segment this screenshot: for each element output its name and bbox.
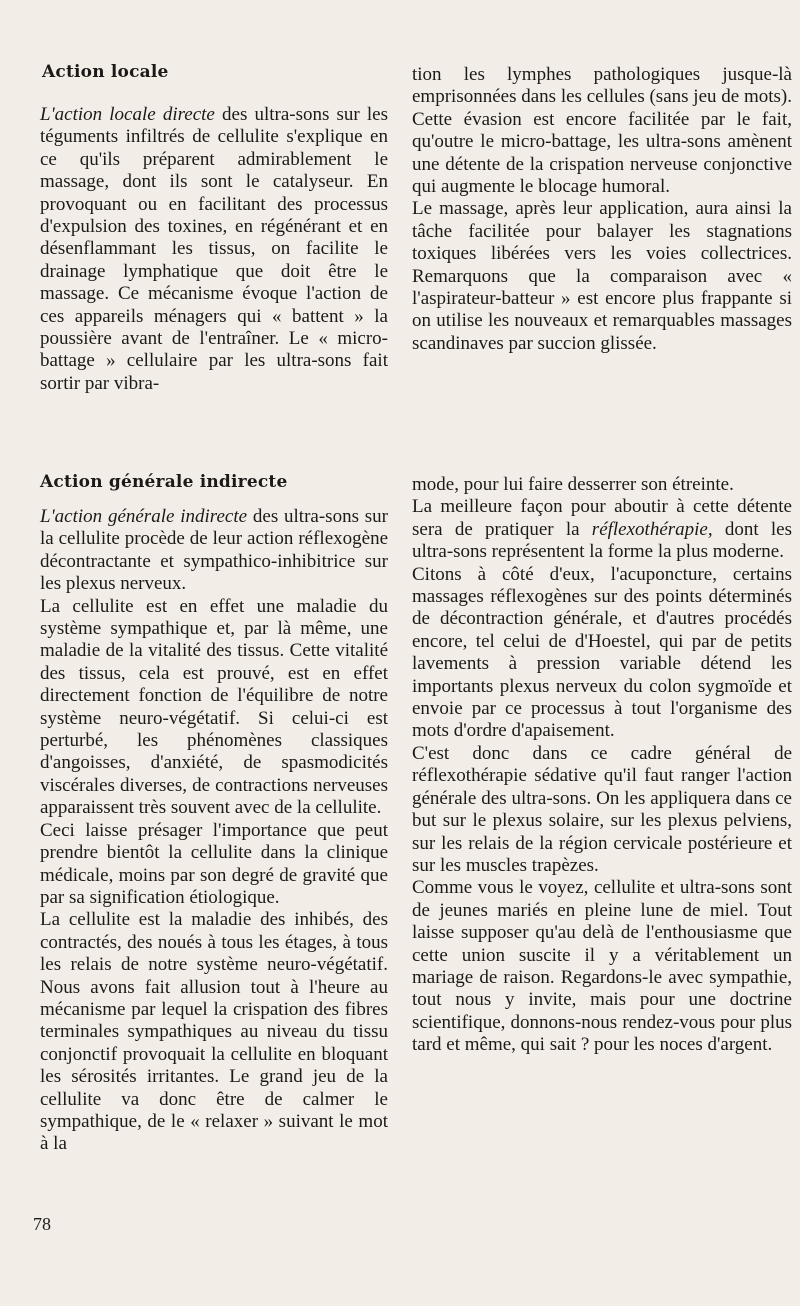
- paragraph: Le massage, après leur application, aura ainsi la tâche facilitée pour balayer les stagnations toxiques libérées vers les voies collectrices. Remarquons que la comparaison avec « l'aspirateur-batteur » est encore plus frappante si on utilise les nouveaux et remarquables massages scandinaves par succion glissée.: [412, 198, 792, 354]
- italic-term: réflexothérapie,: [591, 518, 713, 540]
- paragraph-text: des ultra-sons sur la cellulite procède de leur action réflexogène décontractante et sympathico-inhibitrice sur les plexus nerveux.: [40, 506, 389, 595]
- page-number: 78: [33, 1214, 51, 1234]
- column-right-bottom: [412, 474, 792, 1057]
- paragraph: [40, 506, 388, 596]
- column-right-top: [412, 64, 792, 355]
- paragraph: La cellulite est la maladie des inhibés, des contractés, des noués à tous les étages, à tous les relais de notre système neuro-végétatif. Nous avons fait allusion tout à l'heure au mécanisme par lequel la crispation des fibres terminales sympathiques au niveau du tissu conjonctif provoquait la cellulite en bloquant les sérosités irritantes. Le grand jeu de la cellulite va donc être de calmer le sympathique, de le « relaxer » suivant le mot à la: [40, 909, 388, 1155]
- paragraph: mode, pour lui faire desserrer son étreinte.: [412, 474, 734, 495]
- column-left-bottom: [40, 506, 388, 1156]
- section-heading-action-generale: Action générale indirecte: [40, 472, 288, 492]
- paragraph-text: dont les ultra-sons représentent la forme la plus moderne.: [412, 518, 792, 563]
- section-heading-action-locale: Action locale: [42, 62, 169, 82]
- paragraph: tion les lymphes pathologiques jusque-là emprisonnées dans les cellules (sans jeu de mots). Cette évasion est encore facilitée par le fait, qu'outre le micro-battage, les ultra-sons amènent une détente de la crispation nerveuse conjonctive qui augmente le blocage humoral.: [412, 64, 792, 198]
- paragraph: [412, 496, 792, 563]
- paragraph-text: La meilleure façon pour aboutir à cette détente sera de pratiquer la: [412, 496, 792, 540]
- paragraph: [40, 104, 388, 395]
- paragraph: Comme vous le voyez, cellulite et ultra-sons sont de jeunes mariés en pleine lune de miel. Tout laisse supposer qu'au delà de l'enthousiasme que cette union suscite il y a véritablement un mariage de raison. Regardons-le avec sympathie, tout nous y invite, mais pour une doctrine scientifique, donnons-nous rendez-vous pour plus tard et même, qui sait ? pour les noces d'argent.: [412, 877, 792, 1056]
- column-left-top: [40, 104, 388, 395]
- paragraph: Citons à côté d'eux, l'acuponcture, certains massages réflexogènes sur des points déterminés de décontraction générale, et d'autres procédés encore, tel celui de d'Hoestel, qui par de petits lavements à pression variable détend les importants plexus nerveux du colon sygmoïde et envoie par ce processus à tout l'organisme des mots d'ordre d'apaisement.: [412, 563, 792, 742]
- paragraph: C'est donc dans ce cadre général de réflexothérapie sédative qu'il faut ranger l'action générale des ultra-sons. On les appliquera dans ce but sur le plexus solaire, sur les plexus pelviens, sur les relais de la région cervicale postérieure et sur les muscles trapèzes.: [412, 742, 792, 876]
- italic-lead: L'action générale indirecte: [40, 506, 248, 527]
- paragraph: Ceci laisse présager l'importance que peut prendre bientôt la cellulite dans la clinique médicale, moins par son degré de gravité que par sa signification étiologique.: [40, 819, 388, 908]
- paragraph-text: des ultra-sons sur les téguments infiltrés de cellulite s'explique en ce qu'ils préparent admirablement le massage, dont ils sont le catalyseur. En provoquant ou en facilitant des processus d'expulsion des toxines, en régénérant et en désenflammant les tissus, on facilite le drainage lymphatique que doit être le massage. Ce mécanisme évoque l'action de ces appareils ménagers qui « battent » la poussière avant de l'entraîner. Le « micro-battage » cellulaire par les ultra-sons fait sortir par vibra-: [40, 104, 389, 394]
- paragraph: La cellulite est en effet une maladie du système sympathique et, par là même, une maladie de la vitalité des tissus. Cette vitalité des tissus, cela est prouvé, est en effet directement fonction de l'équilibre de notre système neuro-végétatif. Si celui-ci est perturbé, les phénomènes classiques d'angoisses, d'anxiété, de spasmodicités viscérales diverses, de contractions nerveuses apparaissent très souvent avec de la cellulite.: [40, 595, 388, 819]
- italic-lead: L'action locale directe: [40, 104, 215, 125]
